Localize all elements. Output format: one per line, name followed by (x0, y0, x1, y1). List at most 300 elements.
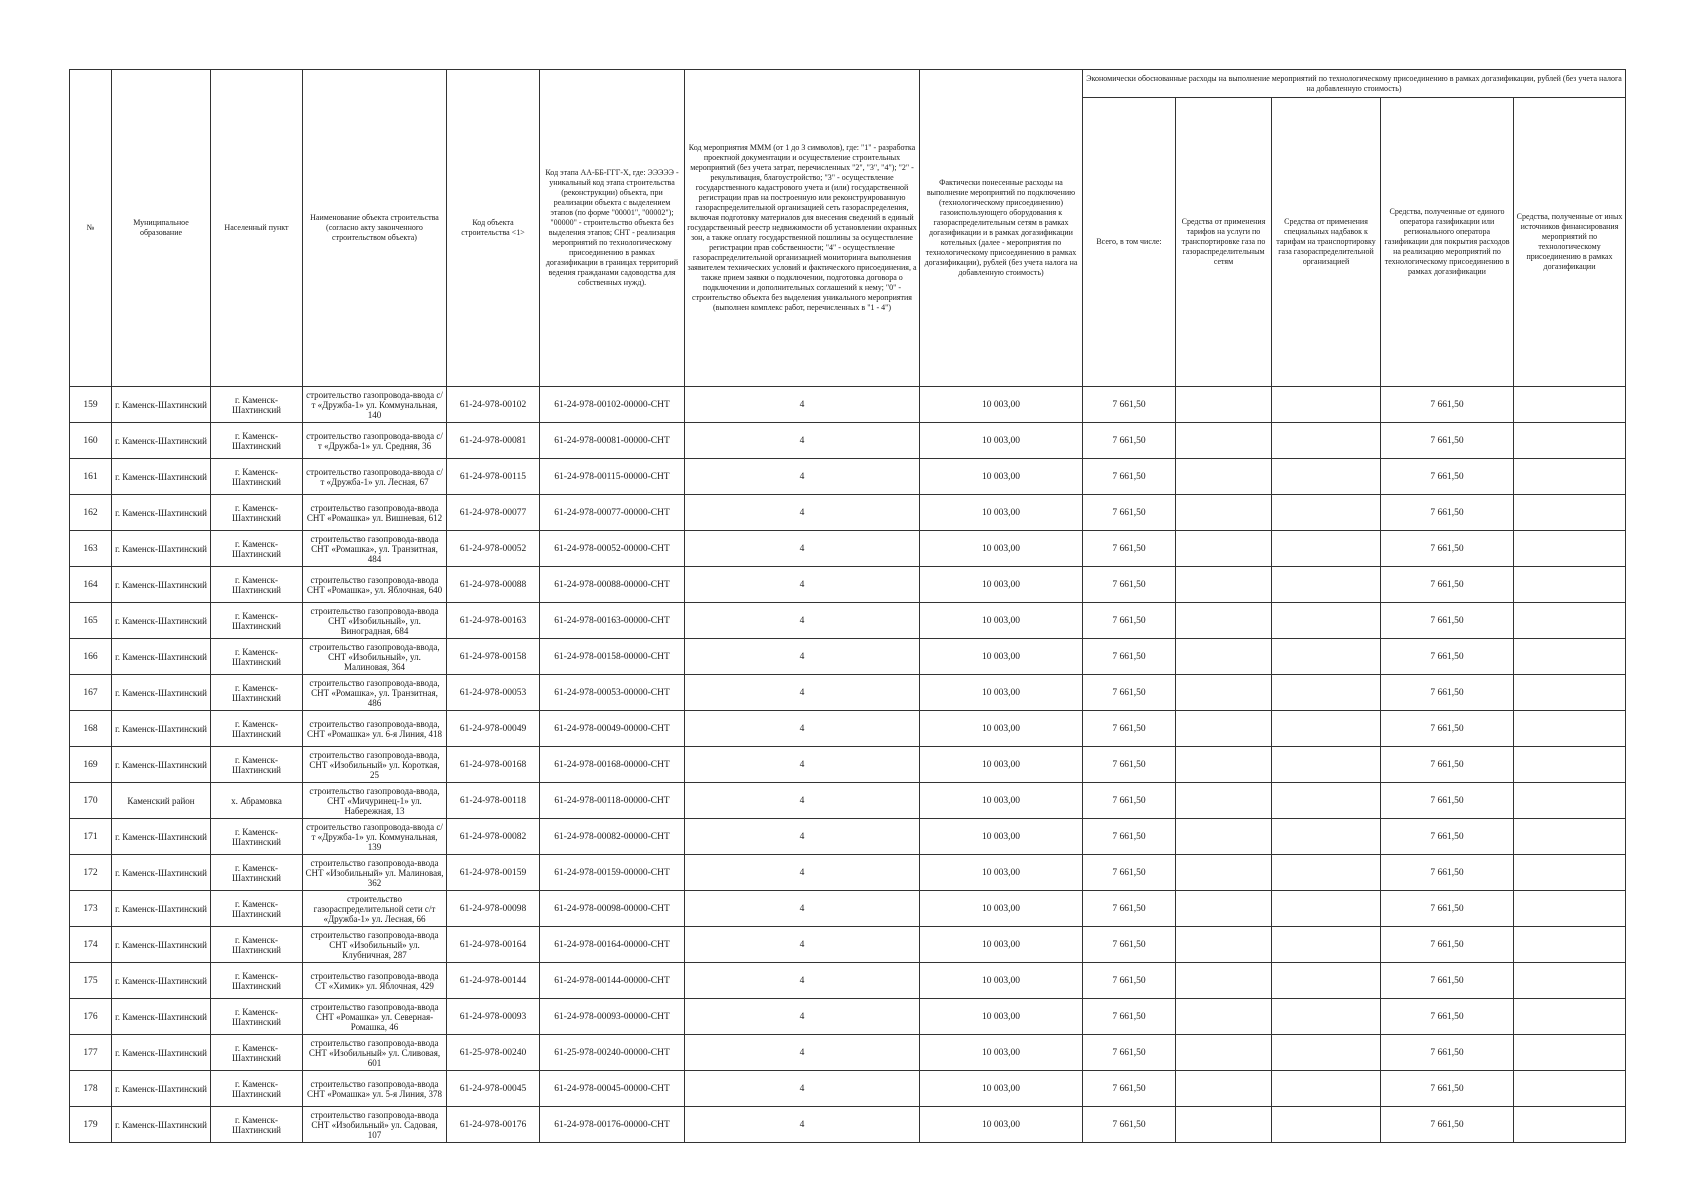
cell-num: 159 (70, 387, 112, 423)
table-row (70, 999, 1626, 1035)
header-object-code: Код объекта строительства <1> (447, 70, 540, 387)
cell-stage-code: 61-24-978-00049-00000-СНТ (540, 711, 685, 747)
cell-markup-funds (1272, 1107, 1381, 1143)
cell-activity-code: 4 (685, 783, 920, 819)
cell-settlement: г. Каменск-Шахтинский (211, 459, 303, 495)
header-activity-code: Код мероприятия МММ (от 1 до 3 символов), где: "1" - разработка проектной документации и осуществление строительных мероприятий (без учета затрат, перечисленных "2", "3", "4"); "2" - рекультивация, благоустройство; "3" - осуществление государственного кадастрового учета и (или) государственной регистрации прав на построенную или реконструированную газораспределительной организацией сеть газораспределения, включая подготовку материалов для внесения сведений в единый государственный реестр недвижимости об установлении охранных зон, а также оплату государственной пошлины за осуществление регистрации прав собственности; "4" - осуществление газораспределительной организацией мониторинга выполнения заявителем технических условий и фактического присоединения, а также прием заявки о подключении, подготовка договора о подключении и дополнительных соглашений к нему; "0" - строительство объекта без выделения уникального мероприятия (выполнен комплекс работ, перечисленных в "1 - 4") (685, 70, 920, 387)
cell-tariff-funds (1176, 567, 1272, 603)
cell-object-code: 61-24-978-00082 (447, 819, 540, 855)
cell-object-code: 61-24-978-00168 (447, 747, 540, 783)
cell-other-funds (1514, 819, 1626, 855)
cell-object-code: 61-24-978-00164 (447, 927, 540, 963)
cell-operator-funds: 7 661,50 (1381, 1071, 1514, 1107)
cell-object-code: 61-24-978-00158 (447, 639, 540, 675)
cell-activity-code: 4 (685, 675, 920, 711)
cell-activity-code: 4 (685, 855, 920, 891)
cell-other-funds (1514, 531, 1626, 567)
cell-operator-funds: 7 661,50 (1381, 711, 1514, 747)
cell-object-code: 61-24-978-00159 (447, 855, 540, 891)
cell-settlement: г. Каменск-Шахтинский (211, 423, 303, 459)
header-operator-funds: Средства, полученные от единого оператора газификации или регионального оператора газификации для покрытия расходов на реализацию мероприятий по технологическому присоединению в рамках догазификации (1381, 98, 1514, 387)
cell-num: 164 (70, 567, 112, 603)
cell-num: 177 (70, 1035, 112, 1071)
cell-actual-costs: 10 003,00 (920, 855, 1083, 891)
cell-object-name: строительство газопровода-ввода СНТ «Ромашка» ул. 5-я Линия, 378 (303, 1071, 447, 1107)
cell-operator-funds: 7 661,50 (1381, 675, 1514, 711)
cell-tariff-funds (1176, 675, 1272, 711)
cell-activity-code: 4 (685, 639, 920, 675)
cell-operator-funds: 7 661,50 (1381, 1107, 1514, 1143)
cell-municipality: Каменский район (112, 783, 211, 819)
cell-settlement: г. Каменск-Шахтинский (211, 495, 303, 531)
cell-actual-costs: 10 003,00 (920, 747, 1083, 783)
cell-other-funds (1514, 891, 1626, 927)
cell-tariff-funds (1176, 1071, 1272, 1107)
table-row (70, 855, 1626, 891)
cell-num: 172 (70, 855, 112, 891)
cell-num: 165 (70, 603, 112, 639)
cell-tariff-funds (1176, 711, 1272, 747)
document-page (69, 69, 1626, 1143)
cell-operator-funds: 7 661,50 (1381, 747, 1514, 783)
cell-object-code: 61-25-978-00240 (447, 1035, 540, 1071)
cell-actual-costs: 10 003,00 (920, 891, 1083, 927)
cell-operator-funds: 7 661,50 (1381, 963, 1514, 999)
cell-operator-funds: 7 661,50 (1381, 855, 1514, 891)
cell-tariff-funds (1176, 639, 1272, 675)
cell-tariff-funds (1176, 855, 1272, 891)
cell-other-funds (1514, 567, 1626, 603)
table-row (70, 891, 1626, 927)
cell-object-name: строительство газораспределительной сети с/т «Дружба-1» ул. Лесная, 66 (303, 891, 447, 927)
cell-object-code: 61-24-978-00144 (447, 963, 540, 999)
cell-actual-costs: 10 003,00 (920, 783, 1083, 819)
cell-municipality: г. Каменск-Шахтинский (112, 819, 211, 855)
cell-activity-code: 4 (685, 1107, 920, 1143)
cell-num: 170 (70, 783, 112, 819)
cell-object-name: строительство газопровода-ввода СНТ «Изобильный», ул. Виноградная, 684 (303, 603, 447, 639)
cell-tariff-funds (1176, 927, 1272, 963)
cell-municipality: г. Каменск-Шахтинский (112, 1107, 211, 1143)
table-row (70, 675, 1626, 711)
cell-activity-code: 4 (685, 1071, 920, 1107)
cell-stage-code: 61-24-978-00081-00000-СНТ (540, 423, 685, 459)
cell-tariff-funds (1176, 495, 1272, 531)
header-other-funds: Средства, полученные от иных источников финансирования мероприятий по технологическому присоединению в рамках догазификации (1514, 98, 1626, 387)
header-tariff-funds: Средства от применения тарифов на услуги по транспортировке газа по газораспределительным сетям (1176, 98, 1272, 387)
cell-municipality: г. Каменск-Шахтинский (112, 711, 211, 747)
cell-actual-costs: 10 003,00 (920, 531, 1083, 567)
cell-activity-code: 4 (685, 963, 920, 999)
cell-num: 166 (70, 639, 112, 675)
cell-object-name: строительство газопровода-ввода с/т «Дружба-1» ул. Средняя, 36 (303, 423, 447, 459)
table-row (70, 567, 1626, 603)
cell-total: 7 661,50 (1083, 711, 1176, 747)
cell-object-code: 61-24-978-00118 (447, 783, 540, 819)
cell-other-funds (1514, 963, 1626, 999)
cell-municipality: г. Каменск-Шахтинский (112, 675, 211, 711)
cell-object-name: строительство газопровода-ввода СНТ «Изобильный» ул. Сливовая, 601 (303, 1035, 447, 1071)
cell-markup-funds (1272, 855, 1381, 891)
cell-other-funds (1514, 999, 1626, 1035)
cell-num: 174 (70, 927, 112, 963)
cell-activity-code: 4 (685, 819, 920, 855)
cell-markup-funds (1272, 999, 1381, 1035)
cell-activity-code: 4 (685, 531, 920, 567)
cell-num: 161 (70, 459, 112, 495)
cell-stage-code: 61-24-978-00159-00000-СНТ (540, 855, 685, 891)
cell-actual-costs: 10 003,00 (920, 819, 1083, 855)
cell-object-code: 61-24-978-00176 (447, 1107, 540, 1143)
header-total: Всего, в том числе: (1083, 98, 1176, 387)
cell-actual-costs: 10 003,00 (920, 711, 1083, 747)
cell-activity-code: 4 (685, 423, 920, 459)
cell-other-funds (1514, 639, 1626, 675)
cell-stage-code: 61-24-978-00158-00000-СНТ (540, 639, 685, 675)
cell-municipality: г. Каменск-Шахтинский (112, 1071, 211, 1107)
header-actual-costs: Фактически понесенные расходы на выполнение мероприятий по подключению (технологическому присоединению) газоиспользующего оборудования к газораспределительным сетям в рамках догазификации и в рамках догазификации котельных (далее - мероприятия по технологическому присоединению в рамках догазификации), рублей (без учета налога на добавленную стоимость) (920, 70, 1083, 387)
cell-num: 167 (70, 675, 112, 711)
table-row (70, 1035, 1626, 1071)
table-row (70, 1107, 1626, 1143)
cell-object-name: строительство газопровода-ввода с/т «Дружба-1» ул. Коммунальная, 139 (303, 819, 447, 855)
cell-activity-code: 4 (685, 927, 920, 963)
cell-other-funds (1514, 711, 1626, 747)
cell-total: 7 661,50 (1083, 567, 1176, 603)
cell-activity-code: 4 (685, 747, 920, 783)
table-row (70, 531, 1626, 567)
cell-object-name: строительство газопровода-ввода с/т «Дружба-1» ул. Лесная, 67 (303, 459, 447, 495)
cell-operator-funds: 7 661,50 (1381, 567, 1514, 603)
header-municipality: Муниципальное образование (112, 70, 211, 387)
cell-municipality: г. Каменск-Шахтинский (112, 495, 211, 531)
cell-total: 7 661,50 (1083, 783, 1176, 819)
cell-actual-costs: 10 003,00 (920, 567, 1083, 603)
cell-num: 179 (70, 1107, 112, 1143)
cell-stage-code: 61-24-978-00144-00000-СНТ (540, 963, 685, 999)
table-row (70, 603, 1626, 639)
cell-municipality: г. Каменск-Шахтинский (112, 567, 211, 603)
cell-activity-code: 4 (685, 1035, 920, 1071)
table-row (70, 711, 1626, 747)
cell-stage-code: 61-24-978-00098-00000-СНТ (540, 891, 685, 927)
cell-markup-funds (1272, 963, 1381, 999)
gasification-costs-table (69, 69, 1626, 1143)
cell-settlement: г. Каменск-Шахтинский (211, 531, 303, 567)
cell-settlement: г. Каменск-Шахтинский (211, 891, 303, 927)
cell-total: 7 661,50 (1083, 495, 1176, 531)
cell-markup-funds (1272, 459, 1381, 495)
cell-actual-costs: 10 003,00 (920, 423, 1083, 459)
cell-total: 7 661,50 (1083, 603, 1176, 639)
cell-settlement: г. Каменск-Шахтинский (211, 639, 303, 675)
cell-markup-funds (1272, 603, 1381, 639)
cell-markup-funds (1272, 927, 1381, 963)
cell-object-code: 61-24-978-00093 (447, 999, 540, 1035)
table-body (70, 387, 1626, 1143)
cell-settlement: г. Каменск-Шахтинский (211, 675, 303, 711)
cell-markup-funds (1272, 747, 1381, 783)
cell-operator-funds: 7 661,50 (1381, 639, 1514, 675)
cell-markup-funds (1272, 387, 1381, 423)
cell-other-funds (1514, 459, 1626, 495)
cell-object-name: строительство газопровода-ввода, СНТ «Изобильный» ул. Короткая, 25 (303, 747, 447, 783)
cell-object-name: строительство газопровода-ввода СНТ «Ромашка», ул. Транзитная, 484 (303, 531, 447, 567)
cell-object-code: 61-24-978-00052 (447, 531, 540, 567)
cell-markup-funds (1272, 495, 1381, 531)
cell-stage-code: 61-24-978-00118-00000-СНТ (540, 783, 685, 819)
cell-tariff-funds (1176, 603, 1272, 639)
cell-municipality: г. Каменск-Шахтинский (112, 891, 211, 927)
cell-markup-funds (1272, 639, 1381, 675)
cell-other-funds (1514, 603, 1626, 639)
table-header (70, 70, 1626, 387)
cell-total: 7 661,50 (1083, 639, 1176, 675)
cell-municipality: г. Каменск-Шахтинский (112, 999, 211, 1035)
cell-object-name: строительство газопровода-ввода СНТ «Изобильный» ул. Клубничная, 287 (303, 927, 447, 963)
cell-actual-costs: 10 003,00 (920, 1107, 1083, 1143)
cell-actual-costs: 10 003,00 (920, 495, 1083, 531)
cell-object-name: строительство газопровода-ввода СТ «Химик» ул. Яблочная, 429 (303, 963, 447, 999)
cell-operator-funds: 7 661,50 (1381, 387, 1514, 423)
cell-total: 7 661,50 (1083, 531, 1176, 567)
cell-stage-code: 61-24-978-00052-00000-СНТ (540, 531, 685, 567)
table-row (70, 423, 1626, 459)
cell-stage-code: 61-24-978-00082-00000-СНТ (540, 819, 685, 855)
cell-settlement: г. Каменск-Шахтинский (211, 567, 303, 603)
cell-operator-funds: 7 661,50 (1381, 927, 1514, 963)
cell-object-code: 61-24-978-00053 (447, 675, 540, 711)
cell-operator-funds: 7 661,50 (1381, 891, 1514, 927)
cell-tariff-funds (1176, 423, 1272, 459)
cell-settlement: г. Каменск-Шахтинский (211, 963, 303, 999)
cell-total: 7 661,50 (1083, 1035, 1176, 1071)
cell-actual-costs: 10 003,00 (920, 963, 1083, 999)
cell-settlement: г. Каменск-Шахтинский (211, 1035, 303, 1071)
cell-activity-code: 4 (685, 711, 920, 747)
cell-stage-code: 61-24-978-00053-00000-СНТ (540, 675, 685, 711)
cell-object-code: 61-24-978-00102 (447, 387, 540, 423)
cell-total: 7 661,50 (1083, 1107, 1176, 1143)
cell-municipality: г. Каменск-Шахтинский (112, 1035, 211, 1071)
cell-settlement: г. Каменск-Шахтинский (211, 999, 303, 1035)
cell-object-name: строительство газопровода-ввода СНТ «Изобильный» ул. Садовая, 107 (303, 1107, 447, 1143)
cell-municipality: г. Каменск-Шахтинский (112, 423, 211, 459)
cell-actual-costs: 10 003,00 (920, 639, 1083, 675)
cell-operator-funds: 7 661,50 (1381, 783, 1514, 819)
cell-object-code: 61-24-978-00163 (447, 603, 540, 639)
cell-object-code: 61-24-978-00115 (447, 459, 540, 495)
cell-other-funds (1514, 855, 1626, 891)
cell-object-name: строительство газопровода-ввода с/т «Дружба-1» ул. Коммунальная, 140 (303, 387, 447, 423)
cell-municipality: г. Каменск-Шахтинский (112, 639, 211, 675)
cell-total: 7 661,50 (1083, 819, 1176, 855)
cell-object-code: 61-24-978-00045 (447, 1071, 540, 1107)
cell-object-code: 61-24-978-00098 (447, 891, 540, 927)
cell-total: 7 661,50 (1083, 855, 1176, 891)
header-num: № (70, 70, 112, 387)
cell-settlement: г. Каменск-Шахтинский (211, 1107, 303, 1143)
cell-actual-costs: 10 003,00 (920, 999, 1083, 1035)
cell-other-funds (1514, 927, 1626, 963)
cell-settlement: г. Каменск-Шахтинский (211, 1071, 303, 1107)
cell-object-name: строительство газопровода-ввода СНТ «Изобильный» ул. Малиновая, 362 (303, 855, 447, 891)
cell-num: 163 (70, 531, 112, 567)
table-row (70, 1071, 1626, 1107)
cell-actual-costs: 10 003,00 (920, 927, 1083, 963)
cell-total: 7 661,50 (1083, 927, 1176, 963)
cell-markup-funds (1272, 1035, 1381, 1071)
cell-other-funds (1514, 495, 1626, 531)
header-settlement: Населенный пункт (211, 70, 303, 387)
cell-markup-funds (1272, 567, 1381, 603)
cell-tariff-funds (1176, 1035, 1272, 1071)
cell-total: 7 661,50 (1083, 387, 1176, 423)
cell-activity-code: 4 (685, 999, 920, 1035)
cell-operator-funds: 7 661,50 (1381, 423, 1514, 459)
cell-tariff-funds (1176, 531, 1272, 567)
table-row (70, 747, 1626, 783)
cell-other-funds (1514, 387, 1626, 423)
cell-total: 7 661,50 (1083, 459, 1176, 495)
table-row (70, 963, 1626, 999)
cell-other-funds (1514, 1071, 1626, 1107)
cell-settlement: х. Абрамовка (211, 783, 303, 819)
cell-actual-costs: 10 003,00 (920, 387, 1083, 423)
cell-stage-code: 61-25-978-00240-00000-СНТ (540, 1035, 685, 1071)
cell-activity-code: 4 (685, 567, 920, 603)
cell-operator-funds: 7 661,50 (1381, 495, 1514, 531)
cell-num: 176 (70, 999, 112, 1035)
cell-markup-funds (1272, 675, 1381, 711)
cell-object-code: 61-24-978-00081 (447, 423, 540, 459)
cell-tariff-funds (1176, 459, 1272, 495)
cell-municipality: г. Каменск-Шахтинский (112, 963, 211, 999)
cell-tariff-funds (1176, 819, 1272, 855)
cell-object-name: строительство газопровода-ввода, СНТ «Ромашка» ул. 6-я Линия, 418 (303, 711, 447, 747)
cell-settlement: г. Каменск-Шахтинский (211, 819, 303, 855)
cell-markup-funds (1272, 1071, 1381, 1107)
cell-other-funds (1514, 747, 1626, 783)
cell-tariff-funds (1176, 1107, 1272, 1143)
cell-municipality: г. Каменск-Шахтинский (112, 459, 211, 495)
cell-settlement: г. Каменск-Шахтинский (211, 603, 303, 639)
cell-stage-code: 61-24-978-00163-00000-СНТ (540, 603, 685, 639)
cell-markup-funds (1272, 423, 1381, 459)
cell-object-name: строительство газопровода-ввода, СНТ «Изобильный», ул. Малиновая, 364 (303, 639, 447, 675)
cell-other-funds (1514, 1107, 1626, 1143)
cell-total: 7 661,50 (1083, 999, 1176, 1035)
cell-object-name: строительство газопровода-ввода СНТ «Ромашка», ул. Яблочная, 640 (303, 567, 447, 603)
cell-activity-code: 4 (685, 891, 920, 927)
cell-total: 7 661,50 (1083, 963, 1176, 999)
cell-other-funds (1514, 675, 1626, 711)
cell-actual-costs: 10 003,00 (920, 459, 1083, 495)
cell-markup-funds (1272, 819, 1381, 855)
cell-stage-code: 61-24-978-00093-00000-СНТ (540, 999, 685, 1035)
cell-num: 178 (70, 1071, 112, 1107)
cell-markup-funds (1272, 891, 1381, 927)
cell-stage-code: 61-24-978-00115-00000-СНТ (540, 459, 685, 495)
cell-municipality: г. Каменск-Шахтинский (112, 531, 211, 567)
cell-tariff-funds (1176, 783, 1272, 819)
cell-object-code: 61-24-978-00088 (447, 567, 540, 603)
cell-markup-funds (1272, 531, 1381, 567)
header-stage-code: Код этапа АА-ББ-ГГГ-Х, где: ЭЭЭЭЭ - уникальный код этапа строительства (реконструкции) объекта, при реализации объекта с выделением этапов (по форме "00001", "00002"); "00000" - строительство объекта без выделения этапов; СНТ - реализация мероприятий по технологическому присоединению в рамках догазификации в границах территорий ведения гражданами садоводства для собственных нужд). (540, 70, 685, 387)
cell-operator-funds: 7 661,50 (1381, 459, 1514, 495)
cell-total: 7 661,50 (1083, 423, 1176, 459)
cell-settlement: г. Каменск-Шахтинский (211, 927, 303, 963)
cell-settlement: г. Каменск-Шахтинский (211, 387, 303, 423)
cell-num: 160 (70, 423, 112, 459)
cell-object-name: строительство газопровода-ввода, СНТ «Ромашка», ул. Транзитная, 486 (303, 675, 447, 711)
cell-markup-funds (1272, 711, 1381, 747)
cell-total: 7 661,50 (1083, 747, 1176, 783)
table-row (70, 783, 1626, 819)
cell-operator-funds: 7 661,50 (1381, 1035, 1514, 1071)
cell-actual-costs: 10 003,00 (920, 1071, 1083, 1107)
cell-municipality: г. Каменск-Шахтинский (112, 855, 211, 891)
cell-activity-code: 4 (685, 603, 920, 639)
table-row (70, 387, 1626, 423)
cell-operator-funds: 7 661,50 (1381, 603, 1514, 639)
cell-tariff-funds (1176, 387, 1272, 423)
table-row (70, 819, 1626, 855)
cell-stage-code: 61-24-978-00077-00000-СНТ (540, 495, 685, 531)
cell-object-name: строительство газопровода-ввода СНТ «Ромашка» ул. Северная-Ромашка, 46 (303, 999, 447, 1035)
cell-object-code: 61-24-978-00049 (447, 711, 540, 747)
cell-activity-code: 4 (685, 495, 920, 531)
cell-operator-funds: 7 661,50 (1381, 999, 1514, 1035)
cell-actual-costs: 10 003,00 (920, 675, 1083, 711)
cell-tariff-funds (1176, 747, 1272, 783)
cell-num: 169 (70, 747, 112, 783)
table-row (70, 639, 1626, 675)
cell-municipality: г. Каменск-Шахтинский (112, 747, 211, 783)
cell-municipality: г. Каменск-Шахтинский (112, 603, 211, 639)
cell-object-name: строительство газопровода-ввода, СНТ «Мичуринец-1» ул. Набережная, 13 (303, 783, 447, 819)
cell-tariff-funds (1176, 999, 1272, 1035)
cell-municipality: г. Каменск-Шахтинский (112, 387, 211, 423)
header-object-name: Наименование объекта строительства (согласно акту законченного строительством объекта) (303, 70, 447, 387)
cell-settlement: г. Каменск-Шахтинский (211, 711, 303, 747)
cell-operator-funds: 7 661,50 (1381, 819, 1514, 855)
cell-municipality: г. Каменск-Шахтинский (112, 927, 211, 963)
cell-actual-costs: 10 003,00 (920, 1035, 1083, 1071)
cell-activity-code: 4 (685, 459, 920, 495)
cell-other-funds (1514, 423, 1626, 459)
cell-stage-code: 61-24-978-00088-00000-СНТ (540, 567, 685, 603)
cell-num: 173 (70, 891, 112, 927)
cell-actual-costs: 10 003,00 (920, 603, 1083, 639)
cell-stage-code: 61-24-978-00168-00000-СНТ (540, 747, 685, 783)
cell-object-code: 61-24-978-00077 (447, 495, 540, 531)
cell-other-funds (1514, 1035, 1626, 1071)
cell-activity-code: 4 (685, 387, 920, 423)
cell-stage-code: 61-24-978-00102-00000-СНТ (540, 387, 685, 423)
cell-num: 168 (70, 711, 112, 747)
cell-total: 7 661,50 (1083, 891, 1176, 927)
cell-stage-code: 61-24-978-00045-00000-СНТ (540, 1071, 685, 1107)
cell-settlement: г. Каменск-Шахтинский (211, 855, 303, 891)
cell-num: 162 (70, 495, 112, 531)
cell-stage-code: 61-24-978-00164-00000-СНТ (540, 927, 685, 963)
cell-num: 175 (70, 963, 112, 999)
table-row (70, 927, 1626, 963)
cell-total: 7 661,50 (1083, 675, 1176, 711)
cell-total: 7 661,50 (1083, 1071, 1176, 1107)
cell-tariff-funds (1176, 891, 1272, 927)
